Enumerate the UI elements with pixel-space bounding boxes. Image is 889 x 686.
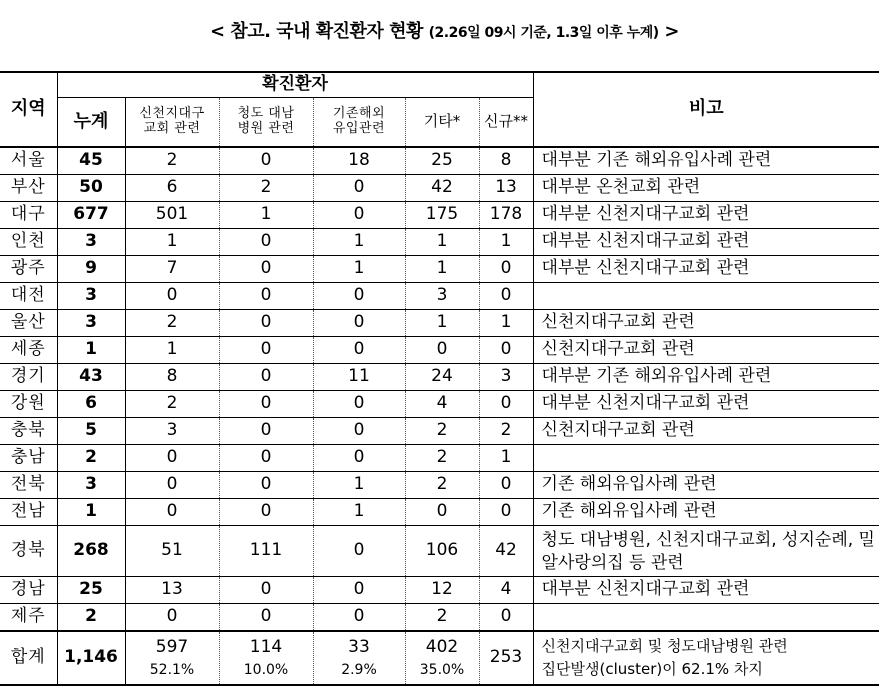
cell-other: 175 bbox=[405, 202, 479, 229]
table-row-sum bbox=[0, 631, 879, 685]
sum-other: 402 35.0% bbox=[405, 631, 479, 685]
cell-shincheonji: 0 bbox=[125, 283, 219, 310]
table-row bbox=[0, 256, 879, 283]
cell-other: 1 bbox=[405, 229, 479, 256]
cell-overseas: 0 bbox=[313, 526, 405, 577]
header-region: 지역 bbox=[0, 72, 57, 147]
cell-new: 178 bbox=[479, 202, 533, 229]
cell-new: 0 bbox=[479, 472, 533, 499]
cell-total: 50 bbox=[57, 175, 125, 202]
cell-note: 기존 해외유입사례 관련 bbox=[533, 472, 879, 499]
confirmed-cases-table bbox=[0, 71, 879, 686]
cell-overseas: 0 bbox=[313, 604, 405, 632]
cell-total: 2 bbox=[57, 445, 125, 472]
cell-note: 대부분 신천지대구교회 관련 bbox=[533, 256, 879, 283]
cell-shincheonji: 13 bbox=[125, 577, 219, 604]
sum-cheongdo: 114 10.0% bbox=[219, 631, 313, 685]
header-other: 기타* bbox=[405, 98, 479, 148]
cell-total: 3 bbox=[57, 472, 125, 499]
cell-total: 1 bbox=[57, 499, 125, 526]
cell-cheongdo: 0 bbox=[219, 310, 313, 337]
cell-cheongdo: 0 bbox=[219, 445, 313, 472]
sum-note: 신천지대구교회 및 청도대남병원 관련 집단발생(cluster)이 62.1% 차지 bbox=[533, 631, 879, 685]
cell-new: 0 bbox=[479, 391, 533, 418]
table-row bbox=[0, 364, 879, 391]
cell-cheongdo: 0 bbox=[219, 229, 313, 256]
table-row bbox=[0, 310, 879, 337]
table-row bbox=[0, 202, 879, 229]
table-row bbox=[0, 526, 879, 577]
cell-overseas: 0 bbox=[313, 283, 405, 310]
cell-region: 광주 bbox=[0, 256, 57, 283]
cell-overseas: 0 bbox=[313, 418, 405, 445]
cell-shincheonji: 3 bbox=[125, 418, 219, 445]
cell-shincheonji: 0 bbox=[125, 472, 219, 499]
sum-new: 253 bbox=[479, 631, 533, 685]
cell-total: 268 bbox=[57, 526, 125, 577]
header-overseas: 기존해외 유입관련 bbox=[313, 98, 405, 148]
cell-shincheonji: 2 bbox=[125, 147, 219, 175]
table-row bbox=[0, 472, 879, 499]
cell-region: 경남 bbox=[0, 577, 57, 604]
cell-new: 0 bbox=[479, 256, 533, 283]
cell-other: 25 bbox=[405, 147, 479, 175]
cell-note: 대부분 신천지대구교회 관련 bbox=[533, 202, 879, 229]
table-row bbox=[0, 175, 879, 202]
cell-new: 13 bbox=[479, 175, 533, 202]
cell-other: 0 bbox=[405, 337, 479, 364]
header-shincheonji: 신천지대구 교회 관련 bbox=[125, 98, 219, 148]
header-total: 누계 bbox=[57, 98, 125, 148]
cell-note: 대부분 신천지대구교회 관련 bbox=[533, 391, 879, 418]
cell-overseas: 0 bbox=[313, 445, 405, 472]
cell-other: 42 bbox=[405, 175, 479, 202]
cell-total: 25 bbox=[57, 577, 125, 604]
cell-other: 3 bbox=[405, 283, 479, 310]
cell-cheongdo: 1 bbox=[219, 202, 313, 229]
cell-shincheonji: 51 bbox=[125, 526, 219, 577]
table-row bbox=[0, 499, 879, 526]
cell-note: 신천지대구교회 관련 bbox=[533, 310, 879, 337]
page-title: < 참고. 국내 확진환자 현황 (2.26일 09시 기준, 1.3일 이후 누계) > bbox=[209, 21, 680, 42]
cell-overseas: 0 bbox=[313, 337, 405, 364]
cell-overseas: 0 bbox=[313, 202, 405, 229]
header-confirmed: 확진환자 bbox=[57, 72, 533, 98]
cell-note: 신천지대구교회 관련 bbox=[533, 418, 879, 445]
table-row bbox=[0, 391, 879, 418]
cell-new: 42 bbox=[479, 526, 533, 577]
cell-new: 0 bbox=[479, 604, 533, 632]
cell-other: 24 bbox=[405, 364, 479, 391]
cell-note: 대부분 기존 해외유입사례 관련 bbox=[533, 364, 879, 391]
cell-note: 청도 대남병원, 신천지대구교회, 성지순례, 밀알사랑의집 등 관련 bbox=[533, 526, 879, 577]
cell-cheongdo: 2 bbox=[219, 175, 313, 202]
cell-shincheonji: 6 bbox=[125, 175, 219, 202]
cell-new: 1 bbox=[479, 310, 533, 337]
cell-shincheonji: 1 bbox=[125, 229, 219, 256]
cell-new: 1 bbox=[479, 229, 533, 256]
cell-note: 대부분 기존 해외유입사례 관련 bbox=[533, 147, 879, 175]
cell-cheongdo: 0 bbox=[219, 472, 313, 499]
cell-total: 43 bbox=[57, 364, 125, 391]
cell-note: 신천지대구교회 관련 bbox=[533, 337, 879, 364]
cell-total: 3 bbox=[57, 310, 125, 337]
cell-overseas: 0 bbox=[313, 391, 405, 418]
table-row bbox=[0, 147, 879, 175]
cell-region: 강원 bbox=[0, 391, 57, 418]
cell-note: 기존 해외유입사례 관련 bbox=[533, 499, 879, 526]
cell-cheongdo: 0 bbox=[219, 604, 313, 632]
cell-other: 2 bbox=[405, 418, 479, 445]
cell-region: 경북 bbox=[0, 526, 57, 577]
sum-region: 합계 bbox=[0, 631, 57, 685]
cell-total: 3 bbox=[57, 283, 125, 310]
cell-shincheonji: 0 bbox=[125, 499, 219, 526]
table-row bbox=[0, 229, 879, 256]
cell-cheongdo: 0 bbox=[219, 499, 313, 526]
cell-overseas: 0 bbox=[313, 577, 405, 604]
cell-other: 12 bbox=[405, 577, 479, 604]
sum-total: 1,146 bbox=[57, 631, 125, 685]
cell-overseas: 18 bbox=[313, 147, 405, 175]
table-row bbox=[0, 445, 879, 472]
cell-region: 전남 bbox=[0, 499, 57, 526]
cell-region: 대전 bbox=[0, 283, 57, 310]
cell-total: 9 bbox=[57, 256, 125, 283]
cell-other: 2 bbox=[405, 472, 479, 499]
cell-note: 대부분 온천교회 관련 bbox=[533, 175, 879, 202]
cell-other: 1 bbox=[405, 310, 479, 337]
cell-other: 1 bbox=[405, 256, 479, 283]
sum-overseas: 33 2.9% bbox=[313, 631, 405, 685]
cell-cheongdo: 0 bbox=[219, 337, 313, 364]
cell-new: 0 bbox=[479, 283, 533, 310]
cell-overseas: 1 bbox=[313, 472, 405, 499]
cell-cheongdo: 0 bbox=[219, 391, 313, 418]
cell-total: 6 bbox=[57, 391, 125, 418]
cell-region: 울산 bbox=[0, 310, 57, 337]
cell-region: 충북 bbox=[0, 418, 57, 445]
table-row bbox=[0, 283, 879, 310]
cell-other: 106 bbox=[405, 526, 479, 577]
cell-other: 2 bbox=[405, 445, 479, 472]
cell-total: 1 bbox=[57, 337, 125, 364]
cell-cheongdo: 0 bbox=[219, 283, 313, 310]
cell-region: 부산 bbox=[0, 175, 57, 202]
cell-region: 제주 bbox=[0, 604, 57, 632]
cell-total: 3 bbox=[57, 229, 125, 256]
cell-new: 1 bbox=[479, 445, 533, 472]
cell-total: 5 bbox=[57, 418, 125, 445]
table-row bbox=[0, 577, 879, 604]
cell-shincheonji: 0 bbox=[125, 445, 219, 472]
cell-total: 2 bbox=[57, 604, 125, 632]
cell-other: 0 bbox=[405, 499, 479, 526]
cell-shincheonji: 2 bbox=[125, 310, 219, 337]
cell-cheongdo: 0 bbox=[219, 418, 313, 445]
cell-total: 677 bbox=[57, 202, 125, 229]
header-note: 비고 bbox=[533, 72, 879, 147]
cell-shincheonji: 2 bbox=[125, 391, 219, 418]
sum-shincheonji: 597 52.1% bbox=[125, 631, 219, 685]
table-row bbox=[0, 337, 879, 364]
cell-new: 8 bbox=[479, 147, 533, 175]
cell-region: 충남 bbox=[0, 445, 57, 472]
cell-new: 0 bbox=[479, 499, 533, 526]
cell-shincheonji: 7 bbox=[125, 256, 219, 283]
cell-region: 경기 bbox=[0, 364, 57, 391]
cell-region: 세종 bbox=[0, 337, 57, 364]
cell-shincheonji: 501 bbox=[125, 202, 219, 229]
cell-cheongdo: 0 bbox=[219, 147, 313, 175]
cell-region: 대구 bbox=[0, 202, 57, 229]
cell-overseas: 1 bbox=[313, 256, 405, 283]
cell-cheongdo: 111 bbox=[219, 526, 313, 577]
cell-region: 전북 bbox=[0, 472, 57, 499]
cell-cheongdo: 0 bbox=[219, 364, 313, 391]
cell-shincheonji: 8 bbox=[125, 364, 219, 391]
cell-cheongdo: 0 bbox=[219, 577, 313, 604]
cell-region: 인천 bbox=[0, 229, 57, 256]
header-cheongdo: 청도 대남 병원 관련 bbox=[219, 98, 313, 148]
cell-note bbox=[533, 604, 879, 632]
cell-shincheonji: 0 bbox=[125, 604, 219, 632]
cell-overseas: 11 bbox=[313, 364, 405, 391]
cell-new: 2 bbox=[479, 418, 533, 445]
header-new: 신규** bbox=[479, 98, 533, 148]
cell-note: 대부분 신천지대구교회 관련 bbox=[533, 577, 879, 604]
cell-total: 45 bbox=[57, 147, 125, 175]
cell-new: 3 bbox=[479, 364, 533, 391]
cell-overseas: 0 bbox=[313, 310, 405, 337]
cell-shincheonji: 1 bbox=[125, 337, 219, 364]
cell-overseas: 1 bbox=[313, 229, 405, 256]
table-row bbox=[0, 418, 879, 445]
cell-other: 4 bbox=[405, 391, 479, 418]
cell-overseas: 1 bbox=[313, 499, 405, 526]
cell-new: 0 bbox=[479, 337, 533, 364]
cell-note bbox=[533, 445, 879, 472]
cell-note: 대부분 신천지대구교회 관련 bbox=[533, 229, 879, 256]
cell-overseas: 0 bbox=[313, 175, 405, 202]
table-row bbox=[0, 604, 879, 632]
cell-region: 서울 bbox=[0, 147, 57, 175]
cell-new: 4 bbox=[479, 577, 533, 604]
cell-other: 2 bbox=[405, 604, 479, 632]
cell-note bbox=[533, 283, 879, 310]
cell-cheongdo: 0 bbox=[219, 256, 313, 283]
